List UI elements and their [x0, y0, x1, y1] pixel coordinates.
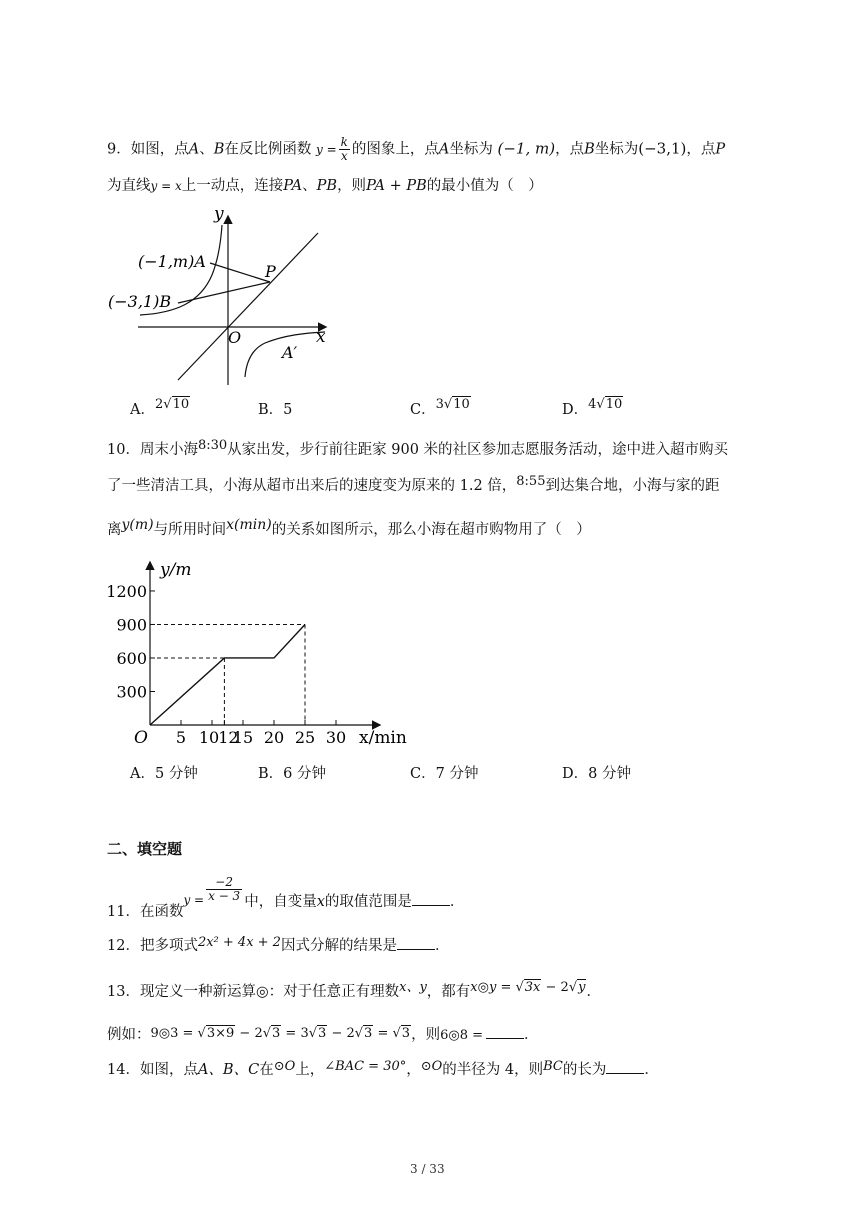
q10-option-c[interactable]	[410, 764, 478, 784]
text: ，点	[686, 141, 716, 158]
time-start: 8:30	[197, 438, 228, 453]
q10-option-d[interactable]	[562, 764, 631, 784]
example: 9◎3 = √3×9 − 2√3 = 3√3 − 2√3 = √3	[150, 1026, 411, 1041]
coefficient: 4	[588, 397, 597, 412]
text: 把多项式	[139, 938, 198, 954]
text: 因式分解的结果是	[280, 938, 397, 954]
point-a-prime-label: A′	[282, 343, 298, 362]
q10-line1	[107, 440, 728, 461]
q10-line3	[107, 517, 591, 540]
option-label: C．	[410, 402, 436, 418]
fraction	[339, 136, 350, 163]
q9-option-a[interactable]	[130, 397, 190, 421]
option-value: 8 分钟	[588, 766, 631, 782]
text: 坐标为	[594, 141, 639, 158]
text: 例如：	[107, 1027, 151, 1043]
option-value: 4√10	[588, 397, 623, 412]
x-axis-label: x/min	[359, 728, 407, 748]
text: 上一动点，连接	[181, 178, 284, 194]
text: 、	[199, 141, 214, 158]
text: 中，自变量	[244, 893, 317, 910]
text: 在反比例函数	[224, 141, 312, 158]
coordinate-a: (−1, m)	[497, 139, 556, 158]
coordinate-b: (−3,1)	[638, 139, 687, 158]
fraction-denominator: x − 3	[208, 889, 241, 903]
option-value: 6 分钟	[283, 766, 326, 782]
text: ，点	[555, 141, 585, 158]
x-tick-label-25: 25	[294, 728, 316, 747]
text: 与所用时间	[153, 522, 227, 538]
text: ，则	[411, 1027, 441, 1043]
definition-lhs: x◎y =	[470, 980, 516, 995]
radicand: 3	[272, 1026, 281, 1041]
text: 9◎3 =	[150, 1026, 198, 1041]
answer-blank[interactable]	[412, 891, 450, 906]
x-tick-label-12: 12	[218, 728, 239, 747]
point-label: B	[584, 141, 595, 158]
q9-line2	[107, 176, 543, 196]
variable: x	[316, 893, 325, 910]
radicand: 3	[364, 1026, 373, 1041]
text: − 2	[327, 1026, 355, 1041]
text: 在函数	[139, 903, 184, 920]
text: ．	[449, 893, 465, 910]
q10-line2	[107, 476, 719, 497]
text: ．	[434, 938, 450, 954]
segment-bc: BC	[543, 1059, 563, 1074]
y-tick-label-900: 900	[116, 615, 147, 635]
question-number: 13．	[107, 984, 140, 1000]
option-label: A．	[130, 402, 155, 418]
q9-figure	[100, 205, 340, 390]
option-value: 5 分钟	[154, 766, 198, 782]
origin-label: O	[134, 728, 148, 748]
q13-line1	[107, 982, 601, 1003]
line-equation: y = x	[150, 179, 182, 193]
polynomial: 2x² + 4x + 2	[197, 935, 281, 950]
radicand: 3	[318, 1026, 327, 1041]
text: 从家出发，步行前往距家 900 米的社区参加志愿服务活动，途中进入超市购买	[227, 442, 729, 458]
definition: x◎y = √3x − 2√y	[470, 980, 586, 995]
point-a-label: (−1,m)A	[138, 252, 206, 271]
x-tick-label-20: 20	[263, 728, 285, 747]
text: 为直线	[107, 178, 151, 194]
point-label: A	[188, 141, 200, 158]
text: = 3	[281, 1026, 309, 1041]
text: ．	[586, 984, 601, 1000]
question-number: 11．	[107, 903, 140, 920]
q13-line2	[107, 1024, 539, 1046]
text: ，则	[337, 178, 367, 194]
segment-pa	[210, 263, 270, 282]
text: 了一些清洁工具，小海从超市出来后的速度变为原来的 1.2 倍，	[107, 478, 517, 494]
section-heading: 二、填空题	[107, 840, 183, 858]
option-label: C．	[410, 766, 436, 782]
coefficient: 2	[154, 397, 164, 412]
text: 的关系如图所示，那么小海在超市购物用了（ ）	[271, 522, 591, 538]
origin-label: O	[228, 328, 242, 347]
function-lhs: y =	[315, 142, 337, 157]
y-tick-label-300: 300	[116, 682, 147, 702]
option-label: B．	[258, 766, 284, 782]
x-tick-label-15: 15	[232, 728, 254, 747]
question-number: 9．	[107, 141, 131, 158]
radicand: 10	[453, 397, 470, 412]
text: 在	[259, 1062, 274, 1078]
text: − 2	[235, 1026, 263, 1041]
y-tick-label-1200: 1200	[106, 581, 147, 601]
angle-bac: ∠BAC = 30°	[324, 1059, 407, 1074]
segment-pb: PB	[316, 178, 338, 194]
x-tick-label-30: 30	[325, 728, 347, 747]
text: 的半径为 4，则	[442, 1062, 544, 1078]
time-end: 8:55	[516, 474, 546, 489]
function-lhs: y =	[183, 892, 205, 907]
q11-text-left	[107, 904, 183, 920]
q9-option-d[interactable]	[562, 397, 623, 421]
radicand: 3x	[524, 980, 541, 995]
circle-o: ⊙O	[420, 1059, 443, 1074]
question-number: 12．	[107, 938, 140, 954]
text: ．	[644, 1062, 659, 1078]
x-tick-label-5: 5	[175, 728, 187, 747]
radicand: 3×9	[206, 1026, 235, 1041]
radicand: 3	[401, 1026, 411, 1041]
point-label: A	[438, 141, 450, 158]
answer-blank[interactable]	[486, 1024, 524, 1039]
x-axis-label: x	[316, 327, 326, 347]
q14-line	[107, 1059, 659, 1081]
variables: x、y	[399, 980, 427, 995]
text: =	[373, 1026, 393, 1041]
text: ，都有	[426, 984, 471, 1000]
text: 上，	[295, 1062, 325, 1078]
variable-y: y(m)	[121, 517, 154, 533]
fraction-denominator: x	[339, 149, 350, 163]
expression: PA + PB	[366, 178, 427, 194]
text: 坐标为	[449, 141, 493, 158]
fraction	[206, 876, 242, 903]
x-tick-label-10: 10	[198, 728, 220, 747]
option-label: D．	[562, 766, 589, 782]
radicand: y	[578, 980, 586, 995]
option-value: 2√10	[154, 397, 190, 412]
text: 如图，点	[130, 141, 189, 158]
option-label: D．	[562, 402, 589, 418]
answer-blank[interactable]	[397, 935, 435, 950]
question-expression: 6◎8 =	[440, 1028, 483, 1043]
q12-line	[107, 935, 449, 957]
y-tick-label-600: 600	[116, 648, 147, 668]
option-value: 3√10	[435, 397, 470, 412]
text: 周末小海	[139, 442, 198, 458]
q11-line	[107, 875, 465, 920]
y-axis-label: y	[214, 205, 224, 224]
segment-pb	[178, 282, 270, 303]
text: 到达集合地，小海与家的距	[545, 478, 720, 494]
point-label: P	[715, 141, 726, 158]
coefficient: 3	[435, 397, 444, 412]
text: 离	[107, 522, 122, 538]
text: 现定义一种新运算◎：对于任意正有理数	[139, 984, 400, 1000]
page-number: 3 / 33	[410, 1162, 445, 1176]
question-number: 14．	[107, 1062, 140, 1078]
q9-option-b[interactable]	[258, 400, 292, 420]
point-b-label: (−3,1)B	[108, 292, 172, 311]
point-label: B	[213, 141, 225, 158]
fraction-numerator: k	[340, 135, 348, 149]
text: 如图，点	[139, 1062, 198, 1078]
text: − 2	[541, 980, 569, 995]
option-label: A．	[130, 766, 155, 782]
y-axis-label: y/m	[160, 560, 192, 580]
q9-line1	[107, 136, 725, 163]
question-number: 10．	[107, 442, 140, 458]
points: A、B、C	[197, 1062, 260, 1078]
q10-option-a[interactable]	[130, 764, 198, 784]
radicand: 10	[172, 397, 190, 412]
text: 的长为	[562, 1062, 607, 1078]
text: 、	[302, 178, 317, 194]
variable-x: x(min)	[226, 517, 272, 533]
point-p-label: P	[265, 262, 276, 281]
radicand: 10	[605, 397, 623, 412]
text: 的图象上，点	[351, 141, 439, 158]
text: ，	[406, 1062, 421, 1078]
circle-o: ⊙O	[273, 1059, 296, 1074]
series-line-0	[150, 624, 305, 725]
option-value: 7 分钟	[435, 766, 479, 782]
segment-pa: PA	[283, 178, 303, 194]
option-label: B．	[258, 402, 284, 418]
q10-option-b[interactable]	[258, 764, 326, 784]
q11-text-right	[244, 894, 464, 910]
fraction-numerator: −2	[215, 875, 233, 889]
q9-option-c[interactable]	[410, 397, 471, 421]
text: ．	[524, 1027, 539, 1043]
distance-time-chart	[100, 555, 410, 750]
text: 的取值范围是	[324, 893, 412, 910]
text: 的最小值为（ ）	[426, 178, 543, 194]
answer-blank[interactable]	[606, 1059, 644, 1074]
option-value: 5	[283, 402, 293, 418]
